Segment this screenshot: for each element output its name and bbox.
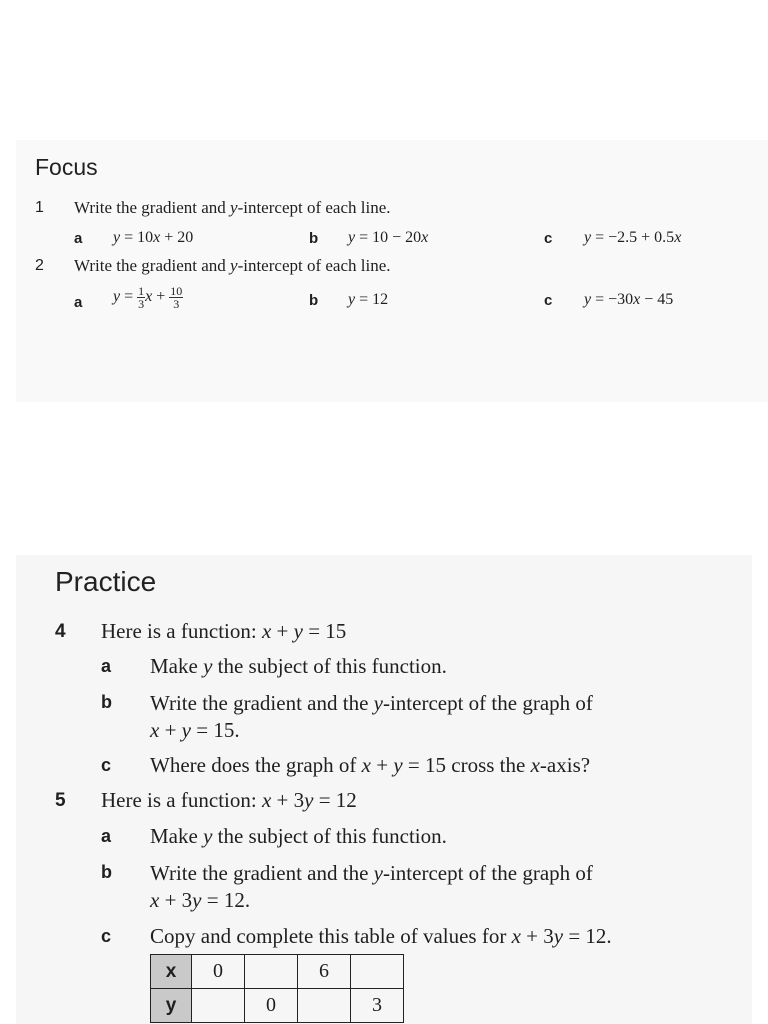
table-cell: 0 xyxy=(192,955,245,989)
q5b-text: Write the gradient and the y-intercept of the graph of x + 3y = 12. xyxy=(150,861,593,912)
q2b-equation: y = 12 xyxy=(348,291,389,308)
q2c-equation: y = −30x − 45 xyxy=(584,291,674,308)
q1b-label: b xyxy=(309,230,319,247)
table-header-y: y xyxy=(151,989,192,1023)
q4a-text: Make y the subject of this function. xyxy=(150,654,447,678)
q5b-label: b xyxy=(101,862,112,882)
question-1-prompt: Write the gradient and y-intercept of each line. xyxy=(74,198,391,217)
table-header-x: x xyxy=(151,955,192,989)
q4c-label: c xyxy=(101,755,112,775)
question-2-prompt: Write the gradient and y-intercept of each line. xyxy=(74,256,391,275)
q4c-text: Where does the graph of x + y = 15 cross the x-axis? xyxy=(150,753,591,777)
table-row-y xyxy=(151,989,404,1023)
table-row-x xyxy=(151,955,404,989)
focus-heading: Focus xyxy=(35,154,98,180)
q4b-label: b xyxy=(101,692,112,712)
question-4-prompt: Here is a function: x + y = 15 xyxy=(101,619,347,643)
question-5-prompt: Here is a function: x + 3y = 12 xyxy=(101,788,357,812)
q5c-label: c xyxy=(101,926,112,946)
table-cell xyxy=(192,989,245,1023)
q1c-equation: y = −2.5 + 0.5x xyxy=(584,229,682,246)
q5a-label: a xyxy=(101,826,112,846)
fraction-ten-thirds: $\frac{10}{3}$ xyxy=(170,284,183,311)
q2c-label: c xyxy=(544,292,553,309)
question-2-number: 2 xyxy=(35,257,44,274)
q1a-label: a xyxy=(74,230,83,247)
table-cell: 3 xyxy=(351,989,404,1023)
q4b-text: Write the gradient and the y-intercept of the graph of x + y = 15. xyxy=(150,691,593,742)
table-cell xyxy=(245,955,298,989)
q1b-equation: y = 10 − 20x xyxy=(348,229,429,246)
table-cell xyxy=(351,955,404,989)
q1c-label: c xyxy=(544,230,553,247)
q2a-equation: y = $\frac{1}{3}$ x + $\frac{10}{3}$ xyxy=(113,284,183,311)
table-cell: 0 xyxy=(245,989,298,1023)
q2a-label: a xyxy=(74,294,83,311)
q5a-text: Make y the subject of this function. xyxy=(150,824,447,848)
table-cell: 6 xyxy=(298,955,351,989)
q2b-label: b xyxy=(309,292,319,309)
fraction-one-third: $\frac{1}{3}$ xyxy=(138,284,145,311)
question-1-number: 1 xyxy=(35,199,44,216)
table-cell xyxy=(298,989,351,1023)
q1a-equation: y = 10x + 20 xyxy=(113,229,194,246)
q4a-label: a xyxy=(101,656,112,676)
practice-heading: Practice xyxy=(55,566,157,597)
table-of-values xyxy=(150,954,404,1023)
question-5-number: 5 xyxy=(55,790,66,811)
question-4-number: 4 xyxy=(55,621,66,642)
q5c-text: Copy and complete this table of values for x + 3y = 12. xyxy=(150,924,612,948)
